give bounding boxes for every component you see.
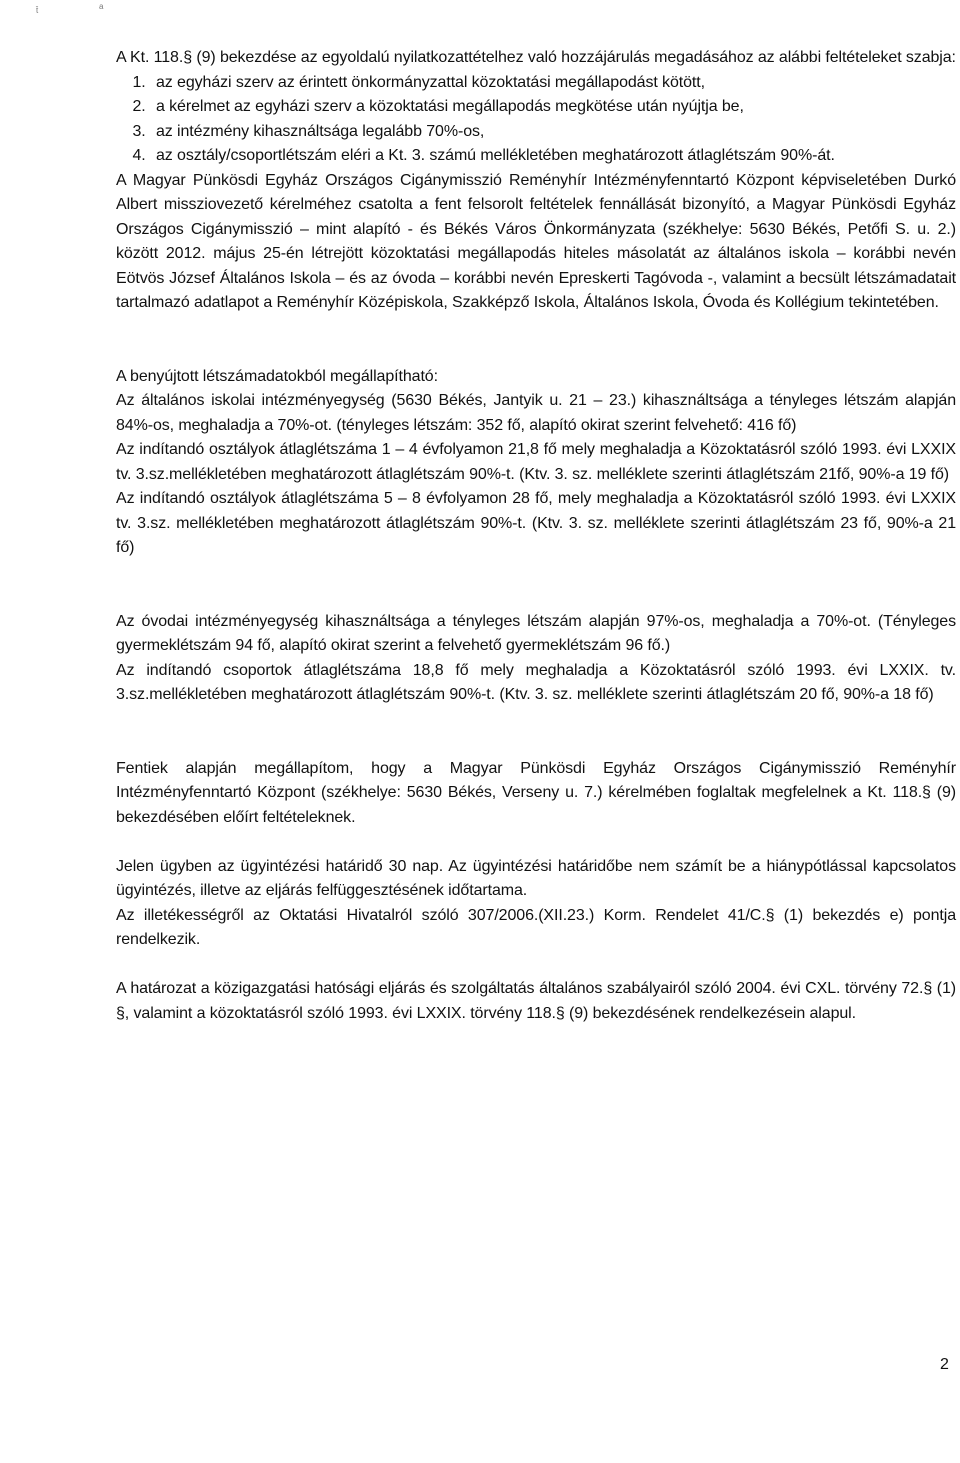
paragraph-kindergarten: Az óvodai intézményegység kihasználtsága a tényleges létszám alapján 97%-os, meghaladja a 70%-ot. (Tényleges gyermeklétszám 94 fő, alapító okirat szerint a felvehető gyermeklétszám 96 fő.) [116,612,956,654]
page-number: 2 [940,1356,949,1373]
condition-item: 4. az osztály/csoportlétszám eléri a Kt. 3. számú mellékletében meghatározott átlaglétszám 90%-át. [150,144,956,169]
paragraph-intro: A Kt. 118.§ (9) bekezdése az egyoldalú nyilatkozattételhez való hozzájárulás megadásához az alábbi feltételeket szabja: [116,49,956,66]
condition-item: 3. az intézmény kihasználtsága legalább 70%-os, [150,120,956,145]
paragraph-data-heading: A benyújtott létszámadatokból megállapítható: [116,367,438,385]
paragraph-groups: Az indítandó csoportok átlaglétszáma 18,8 fő mely meghaladja a Közoktatásról szóló 1993. évi LXXIX. tv. 3.sz.mellékletében meghatározott átlaglétszám 90%-t. (Ktv. 3. sz. melléklete szerinti átlaglétszám 20 fő, 90%-a 18 fő) [116,661,956,703]
paragraph-deadline: Jelen ügyben az ügyintézési határidő 30 nap. Az ügyintézési határidőbe nem számít be a hiánypótlással kapcsolatos ügyintézés, illetve az eljárás felfüggesztésének időtartama. [116,857,956,899]
paragraph-legal-basis: A határozat a közigazgatási hatósági eljárás és szolgáltatás általános szabályairól szóló 2004. évi CXL. törvény 72.§ (1) §, valamint a közoktatásról szóló 1993. évi LXXIX. törvény 118.§ (9) bekezdésének rendelkezésein alapul. [116,980,956,1022]
conditions-list [116,71,956,169]
paragraph-school-utilization: Az általános iskolai intézményegység (5630 Békés, Jantyik u. 21 – 23.) kihasználtsága a tényleges létszám alapján 84%-os, meghaladja a 70%-ot. (tényleges létszám: 352 fő, alapító okirat szerint felvehető: 416 fő) [116,392,956,434]
condition-item: 2. a kérelmet az egyházi szerv a közoktatási megállapodás megkötése után nyújtja be, [150,95,956,120]
condition-item: 1. az egyházi szerv az érintett önkormányzattal közoktatási megállapodást kötött, [150,71,956,96]
paragraph-jurisdiction: Az illetékességről az Oktatási Hivatalról szóló 307/2006.(XII.23.) Korm. Rendelet 41/C.§ (1) bekezdés e) pontja rendelkezik. [116,906,956,948]
paragraph-classes-5-8: Az indítandó osztályok átlaglétszáma 5 – 8 évfolyamon 28 fő, mely meghaladja a Közoktatásról szóló 1993. évi LXXIX tv. 3.sz. mellékletében meghatározott átlaglétszám 90%-t. (Ktv. 3. sz. melléklete szerinti átlaglétszám 23 fő, 90%-a 21 fő) [116,490,956,556]
document-body [116,46,956,1026]
paragraph-application: A Magyar Pünkösdi Egyház Országos Cigánymisszió Reményhír Intézményfenntartó Központ képviseletében Durkó Albert missziovezető kérelméhez csatolta a fent felsorolt feltételek fennállását bizonyító, a Magyar Pünkösdi Egyház Országos Cigánymisszió – mint alapító - és Békés Város Önkormányzata (székhelye: 5630 Békés, Petőfi S. u. 2.) között 2012. május 25-én létrejött közoktatási megállapodás hiteles másolatát az általános iskola – korábbi nevén Eötvös József Általános Iskola – és az óvoda – korábbi nevén Epreskerti Tagóvoda -, valamint a becsült létszámadatait tartalmazó adatlapot a Reményhír Középiskola, Szakképző Iskola, Általános Iskola, Óvoda és Kollégium tekintetében. [116,171,956,311]
scan-mark: t̆ [36,6,39,15]
paragraph-conclusion: Fentiek alapján megállapítom, hogy a Magyar Pünkösdi Egyház Országos Cigánymisszió Reményhír Intézményfenntartó Központ (székhelye: 5630 Békés, Verseny u. 7.) kérelmében foglaltak megfelelnek a Kt. 118.§ (9) bekezdésében előírt feltételeknek. [116,759,956,826]
paragraph-classes-1-4: Az indítandó osztályok átlaglétszáma 1 – 4 évfolyamon 21,8 fő mely meghaladja a Közoktatásról szóló 1993. évi LXXIX tv. 3.sz.mellékletében meghatározott átlaglétszám 90%-t. (Ktv. 3. sz. melléklete szerinti átlaglétszám 21fő, 90%-a 19 fő) [116,441,956,483]
scan-mark: a [99,2,104,11]
